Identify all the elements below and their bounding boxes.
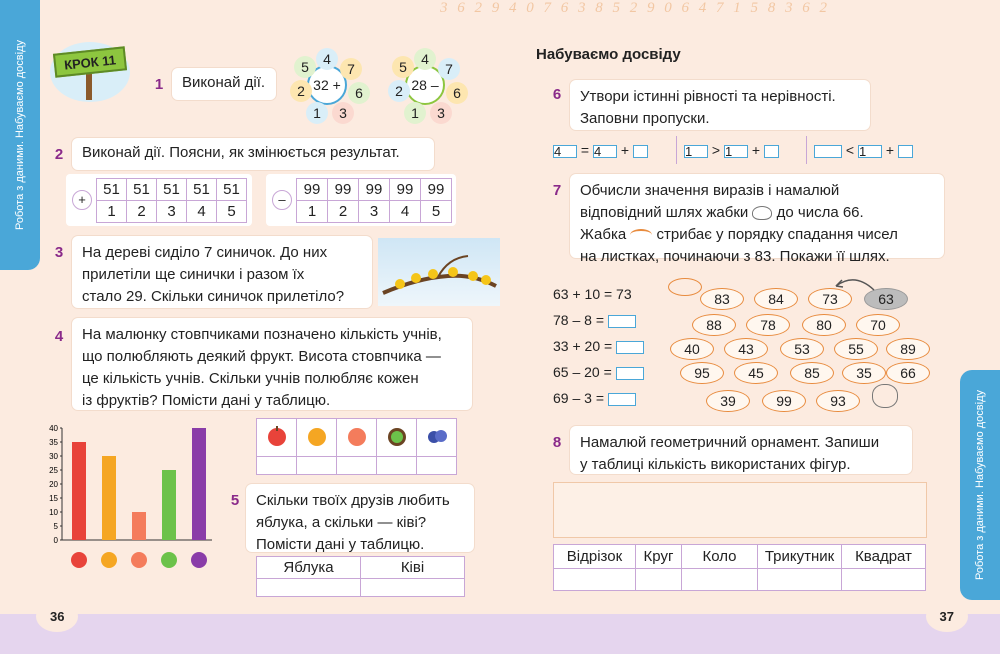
step-sign <box>50 42 130 102</box>
bottom-band <box>0 614 1000 654</box>
fill-box[interactable] <box>764 145 779 158</box>
task-2-number: 2 <box>46 142 72 166</box>
fruit-table <box>256 418 457 475</box>
operator: < <box>845 142 855 158</box>
table-cell: 2 <box>328 201 359 223</box>
table-header: Яблука <box>257 557 361 579</box>
bar-apple <box>72 442 86 540</box>
side-tab-left <box>0 0 40 270</box>
flower-center: 32 + <box>307 65 347 105</box>
task-line: Жабка стрибає у порядку спадання чисел <box>580 226 898 243</box>
table-cell: 99 <box>359 179 390 201</box>
table-cell: 2 <box>127 201 157 223</box>
leaf[interactable]: 40 <box>670 338 714 360</box>
friends-fruit-table <box>256 556 465 597</box>
flower-center: 28 – <box>405 65 445 105</box>
jump-arrow-icon <box>830 274 880 294</box>
frog-icon <box>752 206 772 220</box>
task-line: що полюбляють деякий фрукт. Висота стовпчика — <box>82 348 441 365</box>
answer-cell[interactable] <box>361 579 465 597</box>
step-label: КРОК 11 <box>53 46 127 77</box>
leaf[interactable]: 84 <box>754 288 798 310</box>
answer-cell[interactable] <box>636 569 682 591</box>
leaf-highlighted[interactable]: 63 <box>864 288 908 310</box>
y-tick-label: 10 <box>49 508 58 517</box>
leaf[interactable]: 35 <box>842 362 886 384</box>
table-cell: 5 <box>217 201 247 223</box>
flower-petal: 6 <box>446 82 468 104</box>
leaf[interactable]: 45 <box>734 362 778 384</box>
expression-row: 33 + 20 = <box>553 338 644 354</box>
divider <box>806 136 807 164</box>
lemon-icon <box>101 552 117 568</box>
table-row <box>297 179 452 201</box>
task-3-number: 3 <box>46 240 72 264</box>
task-line: прилетіли ще синички і разом їх <box>82 266 305 283</box>
flower-petal: 3 <box>332 102 354 124</box>
flower-petal: 2 <box>388 80 410 102</box>
bar-peach <box>132 512 146 540</box>
answer-cell[interactable] <box>554 569 636 591</box>
table-header: Круг <box>636 545 682 569</box>
task-line: стало 29. Скільки синичок прилетіло? <box>82 288 345 305</box>
table-cell: 51 <box>97 179 127 201</box>
task-2-text: Виконай дії. Поясни, як змінюється результат. <box>72 138 434 170</box>
leaf[interactable]: 99 <box>762 390 806 412</box>
answer-cell[interactable] <box>257 457 297 475</box>
operator: = <box>580 142 590 158</box>
expression-row: 78 – 8 = <box>553 312 636 328</box>
page-number-left: 36 <box>36 601 78 632</box>
answer-cell[interactable] <box>257 579 361 597</box>
bar-lemon <box>102 456 116 540</box>
answer-box[interactable] <box>616 367 644 380</box>
lemon-icon <box>297 419 337 457</box>
task-4-text <box>72 318 472 410</box>
flower-petal: 2 <box>290 80 312 102</box>
subtraction-table <box>296 178 452 223</box>
fill-box[interactable] <box>814 145 842 158</box>
table-cell: 51 <box>217 179 247 201</box>
task-line: Заповни пропуски. <box>580 110 710 127</box>
flower-petal: 1 <box>306 102 328 124</box>
task-3-text <box>72 236 372 308</box>
side-tab-label: Робота з даними. Набуваємо досвіду <box>974 390 986 580</box>
leaf[interactable]: 55 <box>834 338 878 360</box>
fill-box[interactable] <box>898 145 913 158</box>
table-header: Квадрат <box>842 545 926 569</box>
y-tick-label: 20 <box>49 480 58 489</box>
task-8-text <box>570 426 912 474</box>
table-row <box>257 457 457 475</box>
task-1-text: Виконай дії. <box>172 68 276 100</box>
apple-icon <box>71 552 87 568</box>
flower-petal: 4 <box>414 48 436 70</box>
flower-petal: 7 <box>438 58 460 80</box>
fill-box[interactable]: 1 <box>724 145 748 158</box>
table-header: Відрізок <box>554 545 636 569</box>
addition-table <box>96 178 247 223</box>
table-row <box>257 557 465 579</box>
task-line: На малюнку стовпчиками позначено кількість учнів, <box>82 326 442 343</box>
table-cell: 99 <box>390 179 421 201</box>
shape-count-table <box>553 544 926 591</box>
task-6-number: 6 <box>544 82 570 106</box>
equation-1 <box>553 142 648 158</box>
apple-icon <box>257 419 297 457</box>
table-row <box>257 419 457 457</box>
table-cell: 1 <box>97 201 127 223</box>
fruit-bar-chart <box>40 420 220 580</box>
jump-arrow-icon <box>630 229 652 241</box>
leaf[interactable]: 80 <box>802 314 846 336</box>
task-line: відповідний шлях жабки до числа 66. <box>580 204 864 221</box>
frog-start-icon <box>668 278 702 296</box>
table-header: Коло <box>682 545 758 569</box>
answer-cell[interactable] <box>297 457 337 475</box>
flower-petal: 4 <box>316 48 338 70</box>
blueberry-icon <box>417 419 457 457</box>
task-7-text <box>570 174 944 265</box>
task-line: Утвори істинні рівності та нерівності. <box>580 88 836 105</box>
task-line: на листках, починаючи з 83. Покажи її шлях. <box>580 248 890 265</box>
operator: + <box>751 142 761 158</box>
leaf[interactable]: 43 <box>724 338 768 360</box>
y-tick-label: 40 <box>49 424 58 433</box>
answer-cell[interactable] <box>682 569 758 591</box>
flower-petal: 3 <box>430 102 452 124</box>
frog-finish-icon <box>872 384 898 408</box>
operator: + <box>885 142 895 158</box>
fill-box[interactable] <box>633 145 648 158</box>
leaf[interactable]: 88 <box>692 314 736 336</box>
task-6-text <box>570 80 870 130</box>
task-line: Скільки твоїх друзів любить <box>256 492 450 509</box>
page-number-right: 37 <box>926 601 968 632</box>
table-cell: 51 <box>157 179 187 201</box>
y-tick-label: 25 <box>49 466 58 475</box>
subtraction-table-panel <box>266 174 456 226</box>
decorative-digits: 3 6 2 9 4 0 7 6 3 8 5 2 9 0 6 4 7 1 5 8 3 6 2 <box>440 0 830 16</box>
table-row <box>97 201 247 223</box>
inequality-1 <box>684 142 779 158</box>
fill-box[interactable]: 1 <box>684 145 708 158</box>
inequality-2 <box>814 142 913 158</box>
table-cell: 51 <box>187 179 217 201</box>
leaf[interactable]: 53 <box>780 338 824 360</box>
y-tick-label: 30 <box>49 452 58 461</box>
table-row <box>257 579 465 597</box>
task-line: Помісти дані у таблицю. <box>256 536 425 553</box>
leaf[interactable]: 93 <box>816 390 860 412</box>
bar-kiwi <box>162 470 176 540</box>
table-cell: 99 <box>421 179 452 201</box>
answer-cell[interactable] <box>417 457 457 475</box>
peach-icon <box>131 552 147 568</box>
birds-on-branch-image <box>378 238 500 306</box>
operator: + <box>620 142 630 158</box>
y-tick-label: 5 <box>53 522 58 531</box>
task-5-text <box>246 484 474 552</box>
answer-cell[interactable] <box>842 569 926 591</box>
flower-petal: 6 <box>348 82 370 104</box>
table-row <box>97 179 247 201</box>
leaf[interactable]: 73 <box>808 288 852 310</box>
bar-blueberry <box>192 428 206 540</box>
table-cell: 1 <box>297 201 328 223</box>
expression-row: 63 + 10 = 73 <box>553 286 632 302</box>
task-line: На дереві сиділо 7 синичок. До них <box>82 244 328 261</box>
y-tick-label: 35 <box>49 438 58 447</box>
task-8-number: 8 <box>544 430 570 454</box>
leaf[interactable]: 70 <box>856 314 900 336</box>
section-heading: Набуваємо досвіду <box>536 46 681 63</box>
table-header: Ківі <box>361 557 465 579</box>
blueberry-icon <box>191 552 207 568</box>
fill-box[interactable]: 1 <box>858 145 882 158</box>
answer-box[interactable] <box>616 341 644 354</box>
expression-row: 69 – 3 = <box>553 390 636 406</box>
kiwi-icon <box>161 552 177 568</box>
kiwi-icon <box>377 419 417 457</box>
operator-circle: + <box>72 190 92 210</box>
leaf[interactable]: 83 <box>700 288 744 310</box>
flower-petal: 7 <box>340 58 362 80</box>
answer-cell[interactable] <box>337 457 377 475</box>
table-row <box>554 545 926 569</box>
task-line: Обчисли значення виразів і намалюй <box>580 182 840 199</box>
side-tab-right <box>960 370 1000 600</box>
number-flower-add <box>290 48 364 122</box>
table-row <box>554 569 926 591</box>
task-1-number: 1 <box>146 72 172 96</box>
leaf[interactable]: 89 <box>886 338 930 360</box>
leaf[interactable]: 39 <box>706 390 750 412</box>
task-line: це кількість учнів. Скільки учнів полюбляє кожен <box>82 370 419 387</box>
table-cell: 99 <box>328 179 359 201</box>
table-header: Трикутник <box>758 545 842 569</box>
task-line: у таблиці кількість використаних фігур. <box>580 456 851 473</box>
task-4-number: 4 <box>46 324 72 348</box>
task-line: яблука, а скільки — ківі? <box>256 514 427 531</box>
divider <box>676 136 677 164</box>
drawing-area[interactable] <box>553 482 927 538</box>
table-row <box>297 201 452 223</box>
answer-cell[interactable] <box>758 569 842 591</box>
expression-row: 65 – 20 = <box>553 364 644 380</box>
leaf[interactable]: 66 <box>886 362 930 384</box>
number-flower-sub <box>388 48 462 122</box>
addition-table-panel <box>66 174 252 226</box>
table-cell: 4 <box>390 201 421 223</box>
leaf[interactable]: 95 <box>680 362 724 384</box>
table-cell: 4 <box>187 201 217 223</box>
peach-icon <box>337 419 377 457</box>
task-line: із фруктів? Помісти дані у таблицю. <box>82 392 331 409</box>
task-5-number: 5 <box>222 488 248 512</box>
y-tick-label: 15 <box>49 494 58 503</box>
branch-illustration <box>378 238 500 306</box>
fill-box[interactable]: 4 <box>553 145 577 158</box>
task-line: Намалюй геометричний орнамент. Запиши <box>580 434 880 451</box>
leaf[interactable]: 78 <box>746 314 790 336</box>
flower-petal: 1 <box>404 102 426 124</box>
table-cell: 3 <box>359 201 390 223</box>
flower-petal: 5 <box>392 56 414 78</box>
answer-box[interactable] <box>608 393 636 406</box>
answer-box[interactable] <box>608 315 636 328</box>
leaf[interactable]: 85 <box>790 362 834 384</box>
y-tick-label: 0 <box>53 536 58 545</box>
side-tab-label: Робота з даними. Набуваємо досвіду <box>14 40 26 230</box>
operator-circle: – <box>272 190 292 210</box>
table-cell: 5 <box>421 201 452 223</box>
fill-box[interactable]: 4 <box>593 145 617 158</box>
table-cell: 3 <box>157 201 187 223</box>
table-cell: 99 <box>297 179 328 201</box>
answer-cell[interactable] <box>377 457 417 475</box>
task-7-number: 7 <box>544 178 570 202</box>
operator: > <box>711 142 721 158</box>
flower-petal: 5 <box>294 56 316 78</box>
table-cell: 51 <box>127 179 157 201</box>
